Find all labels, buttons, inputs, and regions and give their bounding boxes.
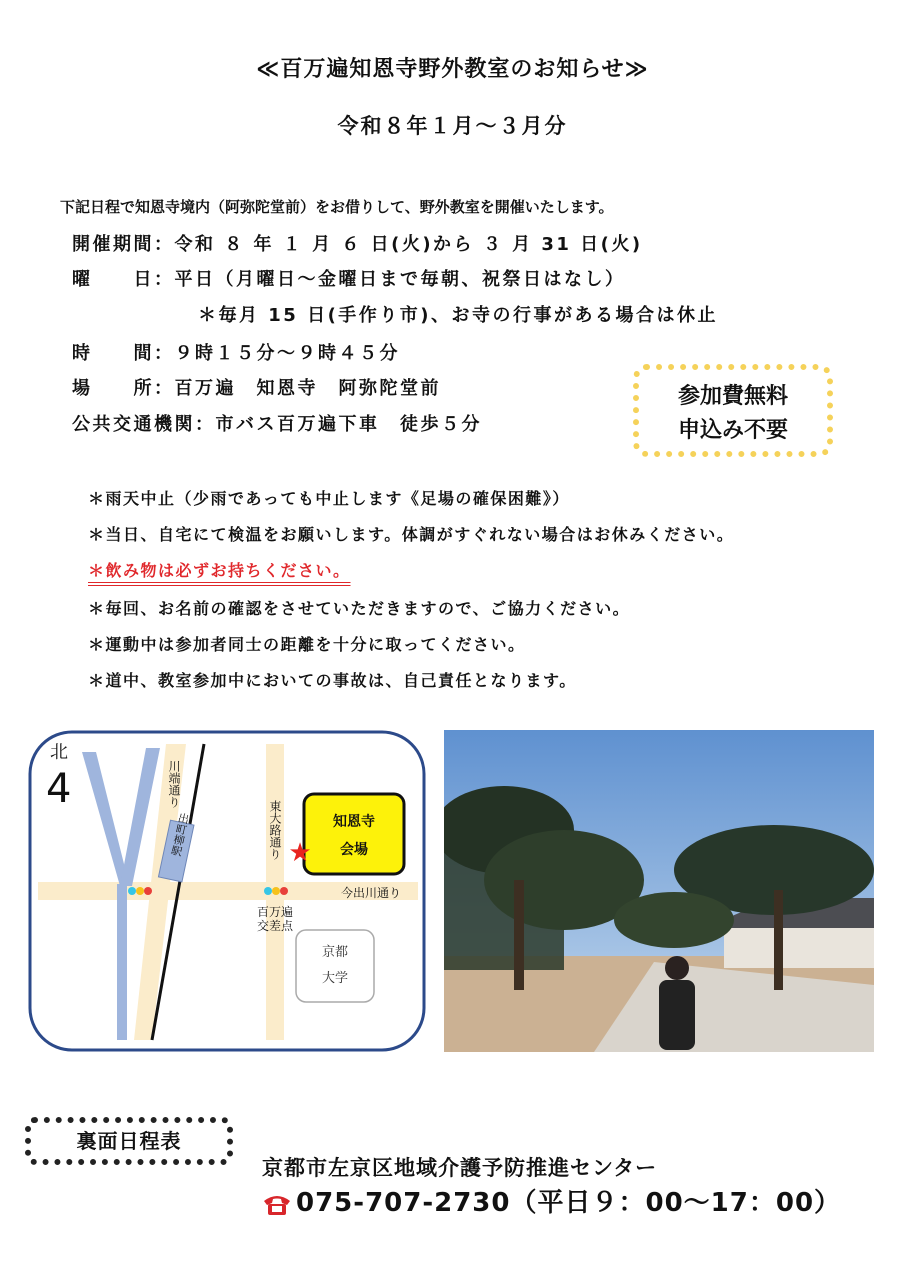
traffic-light-icon	[128, 887, 152, 895]
access-map	[28, 730, 426, 1052]
imadegawa-label: 今出川通り	[341, 886, 402, 900]
detail-time	[72, 339, 400, 365]
detail-value: 令和 ８ 年 １ 月 ６ 日(火)から ３ 月 31 日(火)	[174, 234, 643, 255]
detail-place	[72, 374, 441, 400]
intersection-label-1: 百万遍	[256, 905, 294, 919]
phone-number: 075-707-2730	[296, 1188, 511, 1218]
venue-star-icon: ★	[288, 838, 312, 868]
free-badge	[633, 364, 833, 457]
detail-label: 開催期間：	[72, 234, 175, 255]
university-label-2: 大学	[321, 971, 349, 986]
detail-period	[72, 230, 643, 256]
business-hours: （平日９：00～17：00）	[510, 1188, 842, 1218]
intro-text: 下記日程で知恩寺境内（阿弥陀堂前）をお借りして、野外教室を開催いたします。	[60, 198, 614, 216]
north-arrow-icon: 4	[46, 766, 72, 812]
page-title: ≪百万遍知恩寺野外教室のお知らせ≫	[256, 57, 649, 82]
north-label: 北	[50, 742, 68, 763]
period-subtitle: 令和８年１月～３月分	[337, 114, 568, 138]
traffic-light-icon	[264, 887, 288, 895]
detail-value: ＊毎月 15 日(手作り市)、お寺の行事がある場合は休止	[198, 305, 719, 326]
higashioji-label: 東大路通り	[268, 800, 282, 860]
detail-value: ９時１５分～９時４５分	[174, 343, 400, 364]
contact-phone	[262, 1182, 841, 1219]
badge-free: 参加費無料	[677, 384, 788, 409]
intersection-label-2: 交差点	[256, 919, 294, 933]
phone-icon	[262, 1191, 292, 1217]
university-label-1: 京都	[321, 945, 349, 960]
temple-photo	[444, 730, 874, 1052]
organization-name: 京都市左京区地域介護予防推進センター	[262, 1156, 658, 1180]
detail-value: 百万遍 知恩寺 阿弥陀堂前	[174, 378, 441, 399]
badge-no-signup: 申込み不要	[677, 418, 788, 443]
note-rain: ＊雨天中止（少雨であっても中止します《足場の確保困難》）	[88, 489, 570, 508]
detail-label: 公共交通機関：	[72, 414, 216, 435]
note-name-check: ＊毎回、お名前の確認をさせていただきますので、ご協力ください。	[88, 599, 631, 618]
kamo-river	[117, 884, 127, 1040]
detail-value: 市バス百万遍下車 徒歩５分	[215, 414, 482, 435]
detail-transport	[72, 410, 482, 436]
kawabata-label: 川端通り	[167, 760, 181, 808]
detail-label: 場 所：	[72, 378, 175, 399]
venue-label-2: 会場	[340, 842, 368, 858]
note-distance: ＊運動中は参加者同士の距離を十分に取ってください。	[88, 635, 526, 654]
detail-value: 平日（月曜日～金曜日まで毎朝、祝祭日はなし）	[174, 269, 626, 290]
university-box	[296, 930, 374, 1002]
detail-days	[72, 265, 626, 291]
note-responsibility: ＊道中、教室参加中においての事故は、自己責任となります。	[88, 671, 577, 690]
note-temperature: ＊当日、自宅にて検温をお願いします。体調がすぐれない場合はお休みください。	[88, 525, 735, 544]
back-schedule-box: 裏面日程表	[25, 1117, 233, 1165]
detail-exception	[198, 301, 718, 327]
detail-label: 曜 日：	[72, 269, 175, 290]
note-drinks: ＊飲み物は必ずお持ちください。	[88, 561, 351, 580]
detail-label: 時 間：	[72, 343, 175, 364]
station-label: 出町柳駅	[168, 811, 191, 858]
venue-box	[304, 794, 404, 874]
venue-label-1: 知恩寺	[333, 814, 375, 830]
